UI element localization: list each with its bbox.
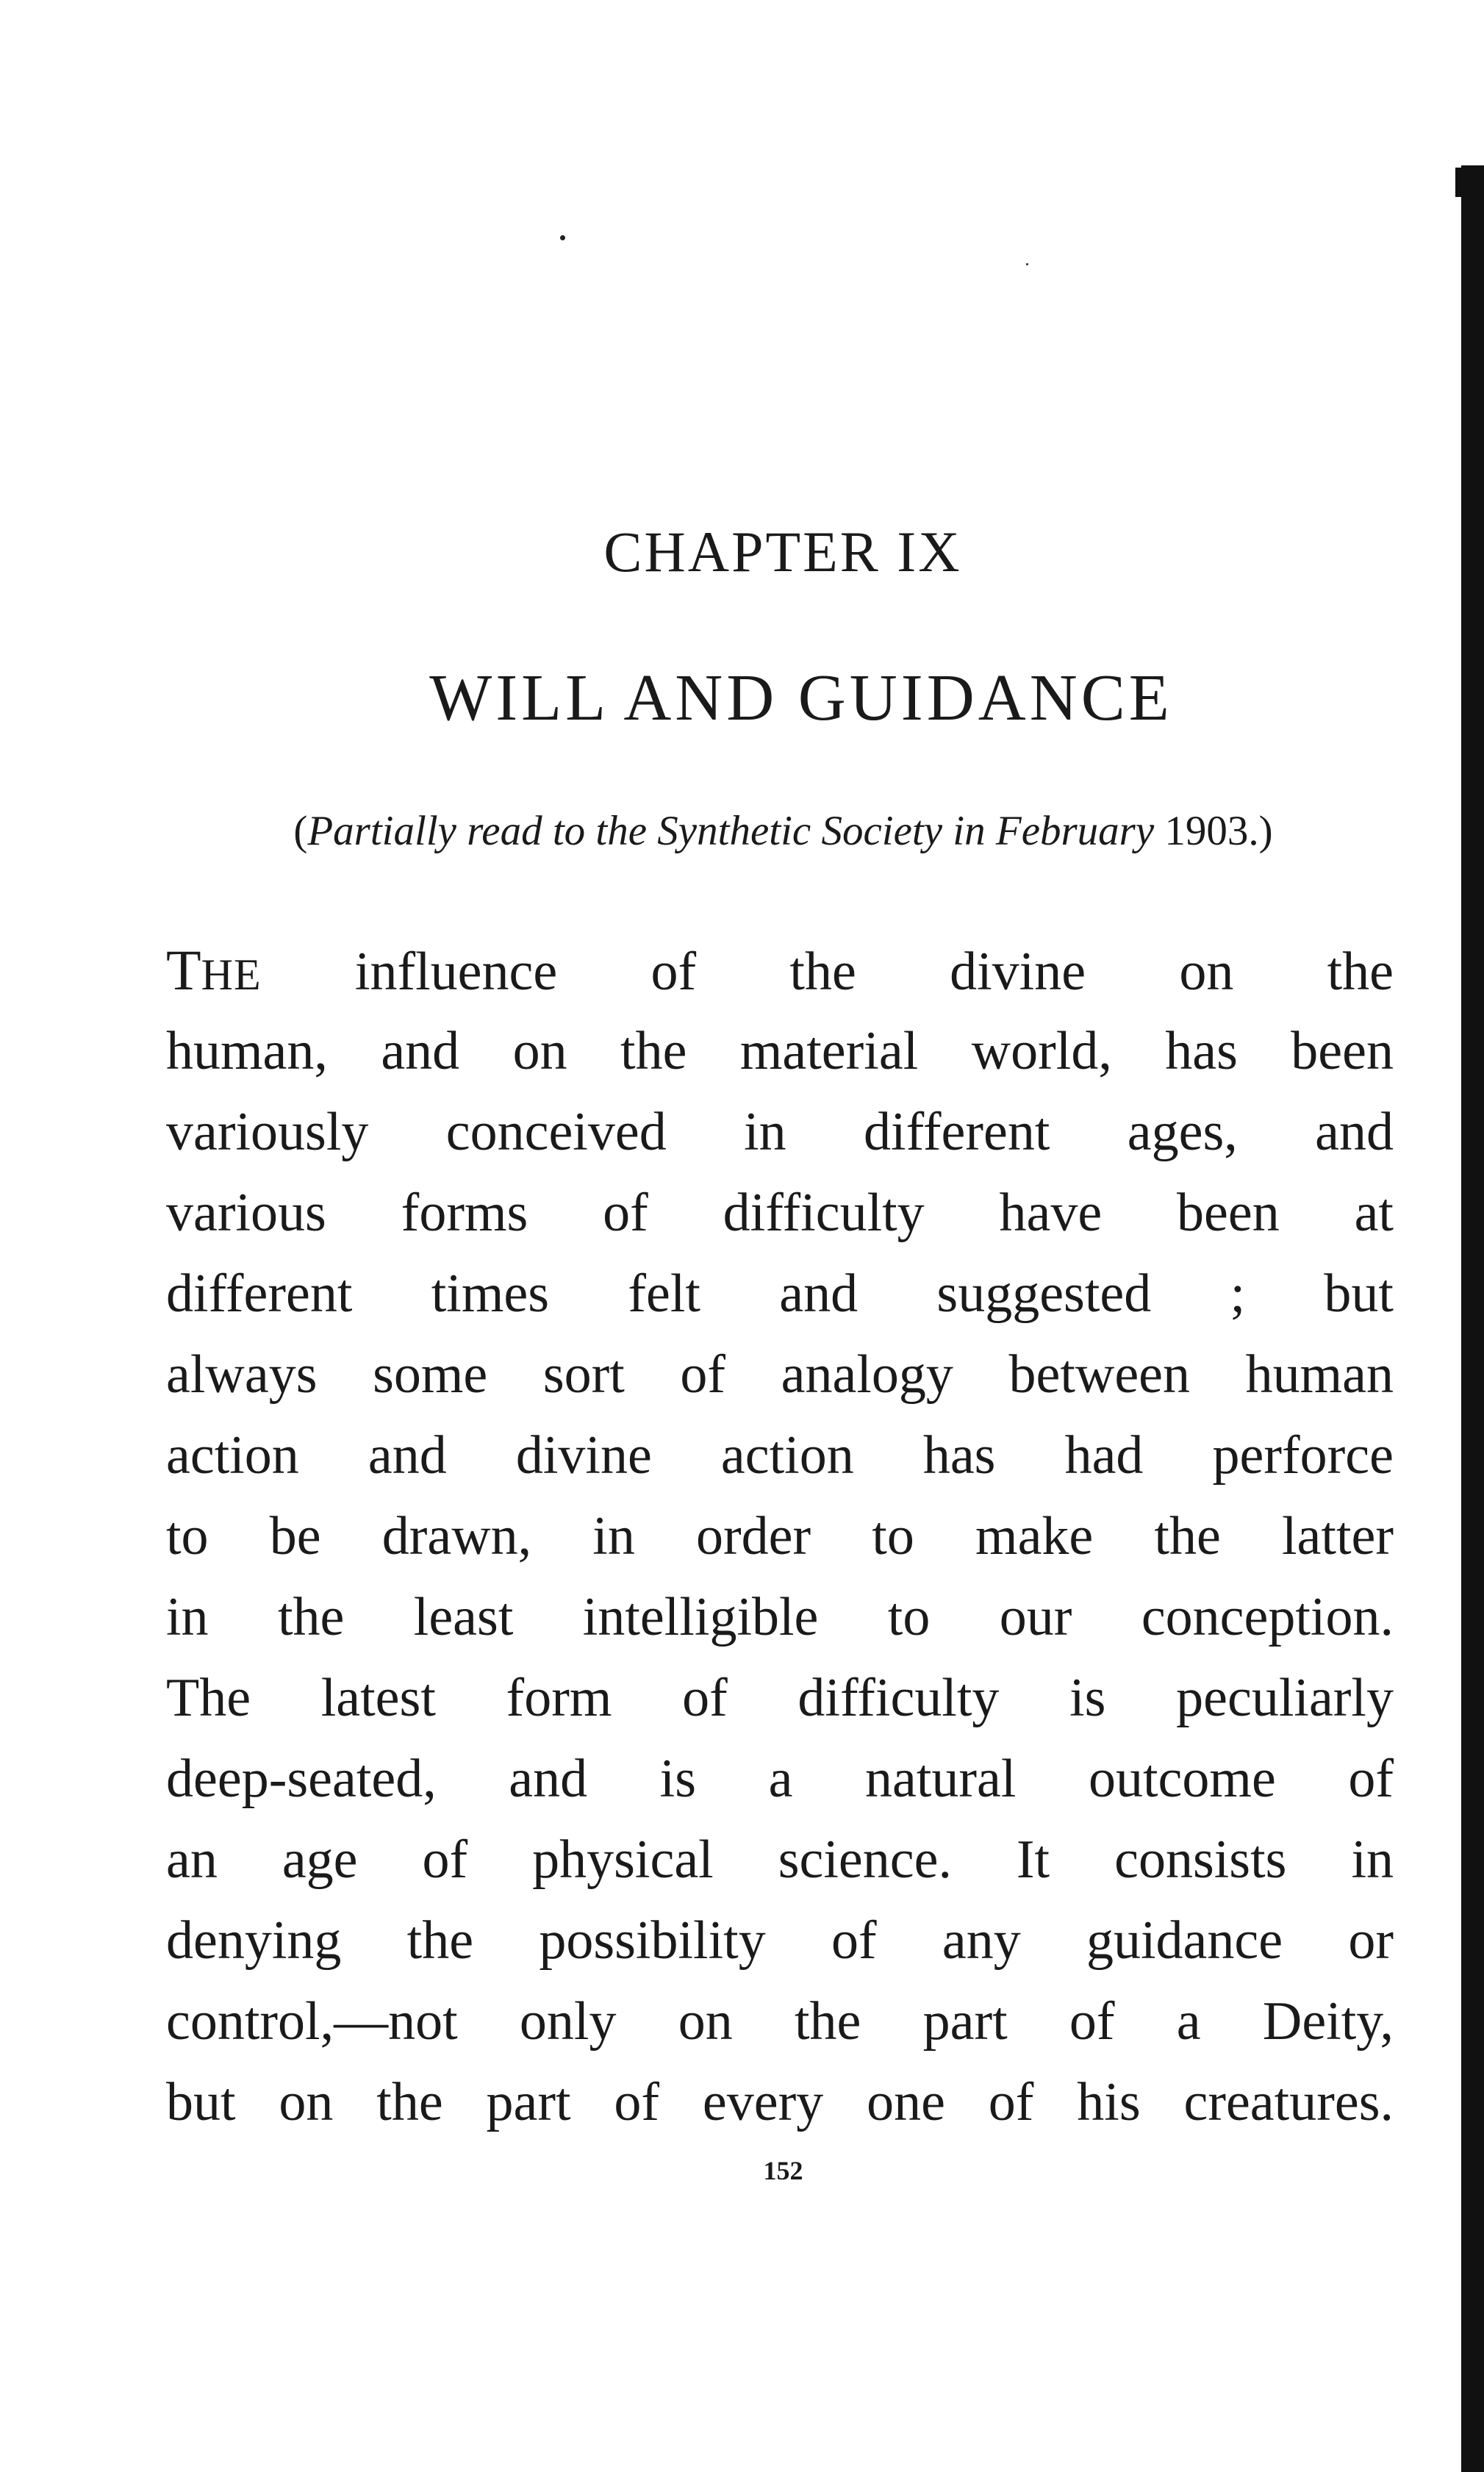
text-line: variously conceived in different ages, and bbox=[166, 1102, 1394, 1162]
text-line: but on the part of every one of his creatures. bbox=[166, 2072, 1394, 2132]
text-line: an age of physical science. It consists in bbox=[166, 1830, 1394, 1890]
text-line: to be drawn, in order to make the latter bbox=[166, 1506, 1394, 1566]
subtitle-open-paren: ( bbox=[293, 808, 308, 854]
scan-speck bbox=[1026, 263, 1028, 265]
body-text bbox=[166, 930, 1394, 2143]
subtitle-year: 1903.) bbox=[1154, 808, 1273, 854]
text-line: denying the possibility of any guidance or bbox=[166, 1910, 1394, 1971]
scan-edge-shadow bbox=[1461, 165, 1484, 2472]
scan-edge-notch bbox=[1455, 168, 1463, 197]
chapter-number: CHAPTER IX bbox=[603, 520, 962, 584]
text-line: The latest form of difficulty is peculiarly bbox=[166, 1668, 1394, 1728]
text-line: deep-seated, and is a natural outcome of bbox=[166, 1749, 1394, 1809]
text-line: control,—not only on the part of a Deity, bbox=[166, 1991, 1394, 2052]
first-word-small-caps: HE bbox=[201, 950, 262, 999]
chapter-title: WILL AND GUIDANCE bbox=[429, 662, 1173, 734]
subtitle-italic-text: Partially read to the Synthetic Society in February bbox=[307, 808, 1155, 854]
text-line: different times felt and suggested ; but bbox=[166, 1264, 1394, 1324]
first-line-rest: influence of the divine on the bbox=[261, 942, 1394, 1002]
scan-speck bbox=[560, 235, 565, 240]
text-line: always some sort of analogy between human bbox=[166, 1344, 1394, 1405]
page-number: 152 bbox=[763, 2156, 803, 2185]
text-line: action and divine action has had perforce bbox=[166, 1425, 1394, 1486]
text-line: various forms of difficulty have been at bbox=[166, 1183, 1394, 1243]
text-line: human, and on the material world, has been bbox=[166, 1021, 1394, 1081]
chapter-subtitle bbox=[0, 810, 1484, 852]
first-word-initial: T bbox=[166, 938, 201, 1002]
text-line bbox=[166, 930, 1394, 1011]
text-line: in the least intelligible to our conception. bbox=[166, 1587, 1394, 1647]
